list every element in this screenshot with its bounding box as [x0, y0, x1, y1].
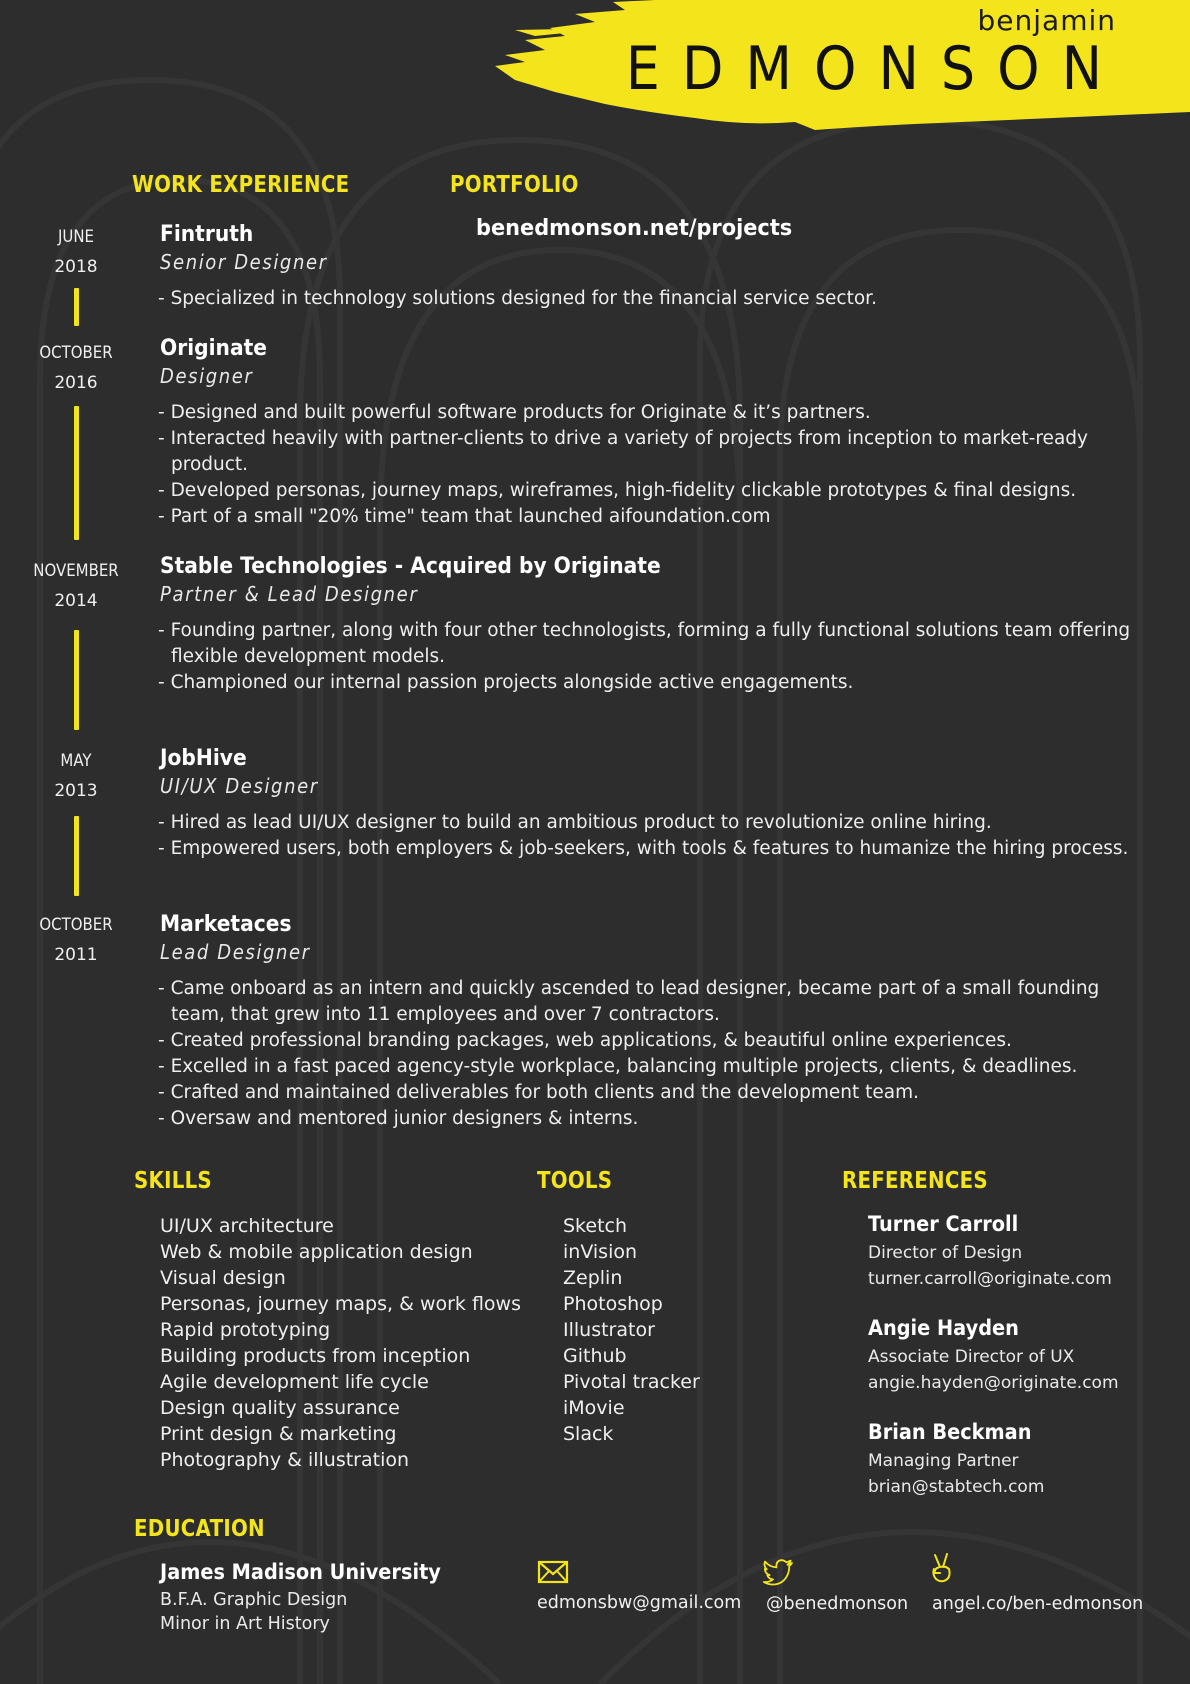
- list-item: - Specialized in technology solutions designed for the financial service sector.: [158, 286, 1148, 312]
- tools-list: [563, 1213, 700, 1447]
- skills-title: SKILLS: [134, 1168, 212, 1194]
- list-item: Web & mobile application design: [160, 1241, 473, 1263]
- list-item: Photoshop: [563, 1293, 663, 1315]
- list-item: - Interacted heavily with partner-clients to drive a variety of projects from inception to market-ready product.: [158, 426, 1148, 478]
- list-item: Github: [563, 1345, 627, 1367]
- reference-card: [868, 1212, 1112, 1292]
- list-item: - Created professional branding packages, web applications, & beautiful online experiences.: [158, 1028, 1148, 1054]
- list-item: Visual design: [160, 1267, 286, 1289]
- list-item: Pivotal tracker: [563, 1371, 700, 1393]
- job-role: Designer: [160, 364, 254, 388]
- list-item: Agile development life cycle: [160, 1371, 429, 1393]
- job-company: JobHive: [160, 746, 247, 771]
- peace-hand-icon: [926, 1552, 958, 1584]
- job-bullets: [158, 400, 1148, 530]
- list-item: UI/UX architecture: [160, 1215, 334, 1237]
- list-item: Zeplin: [563, 1267, 623, 1289]
- education-title: EDUCATION: [134, 1516, 265, 1542]
- first-name: benjamin: [977, 4, 1116, 37]
- list-item: - Designed and built powerful software products for Originate & it’s partners.: [158, 400, 1148, 426]
- list-item: - Founding partner, along with four other technologists, forming a fully functional solutions team offering flexible development models.: [158, 618, 1148, 670]
- list-item: - Crafted and maintained deliverables for both clients and the development team.: [158, 1080, 1148, 1106]
- job-role: Lead Designer: [160, 940, 311, 964]
- list-item: - Oversaw and mentored junior designers & interns.: [158, 1106, 1148, 1132]
- job-bullets: [158, 810, 1148, 862]
- job-company: Stable Technologies - Acquired by Originate: [160, 554, 661, 579]
- list-item: inVision: [563, 1241, 638, 1263]
- envelope-icon: [537, 1556, 569, 1588]
- reference-title: Director of Design: [868, 1243, 1023, 1263]
- references-title: REFERENCES: [842, 1168, 988, 1194]
- timeline-bar: [74, 630, 79, 730]
- list-item: - Developed personas, journey maps, wireframes, high-fidelity clickable prototypes & final designs.: [158, 478, 1148, 504]
- reference-card: [868, 1420, 1046, 1500]
- reference-card: [868, 1316, 1119, 1396]
- job-date: NOVEMBER 2014: [33, 561, 119, 611]
- reference-name: Turner Carroll: [868, 1212, 1019, 1236]
- education-block: [160, 1560, 465, 1636]
- education-minor: Minor in Art History: [160, 1614, 330, 1634]
- job-date: OCTOBER 2011: [39, 915, 113, 965]
- list-item: - Part of a small "20% time" team that launched aifoundation.com: [158, 504, 1148, 530]
- education-degree: B.F.A. Graphic Design: [160, 1590, 348, 1610]
- list-item: iMovie: [563, 1397, 625, 1419]
- last-name: EDMONSON: [625, 34, 1124, 104]
- job-date: JUNE 2018: [54, 227, 98, 277]
- education-school: James Madison University: [160, 1560, 441, 1584]
- list-item: Design quality assurance: [160, 1397, 400, 1419]
- reference-title: Associate Director of UX: [868, 1347, 1075, 1367]
- list-item: Slack: [563, 1423, 614, 1445]
- list-item: Personas, journey maps, & work flows: [160, 1293, 521, 1315]
- timeline-bar: [74, 288, 79, 326]
- portfolio-title: PORTFOLIO: [450, 172, 579, 198]
- timeline-bar: [74, 406, 79, 540]
- reference-email[interactable]: brian@stabtech.com: [868, 1477, 1045, 1497]
- tools-title: TOOLS: [537, 1168, 613, 1194]
- skills-list: [160, 1213, 521, 1473]
- twitter-icon: [762, 1556, 794, 1588]
- job-date: OCTOBER 2016: [39, 343, 113, 393]
- job-company: Fintruth: [160, 222, 254, 247]
- job-role: Partner & Lead Designer: [160, 582, 419, 606]
- list-item: - Championed our internal passion projects alongside active engagements.: [158, 670, 1148, 696]
- list-item: Photography & illustration: [160, 1449, 410, 1471]
- list-item: Building products from inception: [160, 1345, 471, 1367]
- list-item: Illustrator: [563, 1319, 655, 1341]
- list-item: - Excelled in a fast paced agency-style workplace, balancing multiple projects, clients, & deadlines.: [158, 1054, 1148, 1080]
- contact-twitter[interactable]: @benedmonson: [766, 1594, 909, 1614]
- list-item: Rapid prototyping: [160, 1319, 331, 1341]
- job-bullets: [158, 286, 1148, 312]
- portfolio-link[interactable]: benedmonson.net/projects: [476, 216, 793, 241]
- reference-email[interactable]: angie.hayden@originate.com: [868, 1373, 1119, 1393]
- list-item: - Empowered users, both employers & job-seekers, with tools & features to humanize the hiring process.: [158, 836, 1148, 862]
- work-experience-title: WORK EXPERIENCE: [132, 172, 350, 198]
- list-item: Sketch: [563, 1215, 628, 1237]
- list-item: Print design & marketing: [160, 1423, 397, 1445]
- timeline-bar: [74, 816, 79, 896]
- reference-name: Brian Beckman: [868, 1420, 1032, 1444]
- job-role: Senior Designer: [160, 250, 328, 274]
- job-date: MAY 2013: [54, 751, 98, 801]
- reference-email[interactable]: turner.carroll@originate.com: [868, 1269, 1112, 1289]
- reference-title: Managing Partner: [868, 1451, 1019, 1471]
- contact-email[interactable]: edmonsbw@gmail.com: [537, 1593, 742, 1613]
- job-role: UI/UX Designer: [160, 774, 319, 798]
- list-item: - Hired as lead UI/UX designer to build an ambitious product to revolutionize online hiring.: [158, 810, 1148, 836]
- job-company: Originate: [160, 336, 268, 361]
- reference-name: Angie Hayden: [868, 1316, 1019, 1340]
- job-bullets: [158, 976, 1148, 1132]
- job-bullets: [158, 618, 1148, 696]
- contact-angellist[interactable]: angel.co/ben-edmonson: [932, 1594, 1144, 1614]
- list-item: - Came onboard as an intern and quickly ascended to lead designer, became part of a small founding team, that grew into 11 employees and over 7 contractors.: [158, 976, 1148, 1028]
- job-company: Marketaces: [160, 912, 292, 937]
